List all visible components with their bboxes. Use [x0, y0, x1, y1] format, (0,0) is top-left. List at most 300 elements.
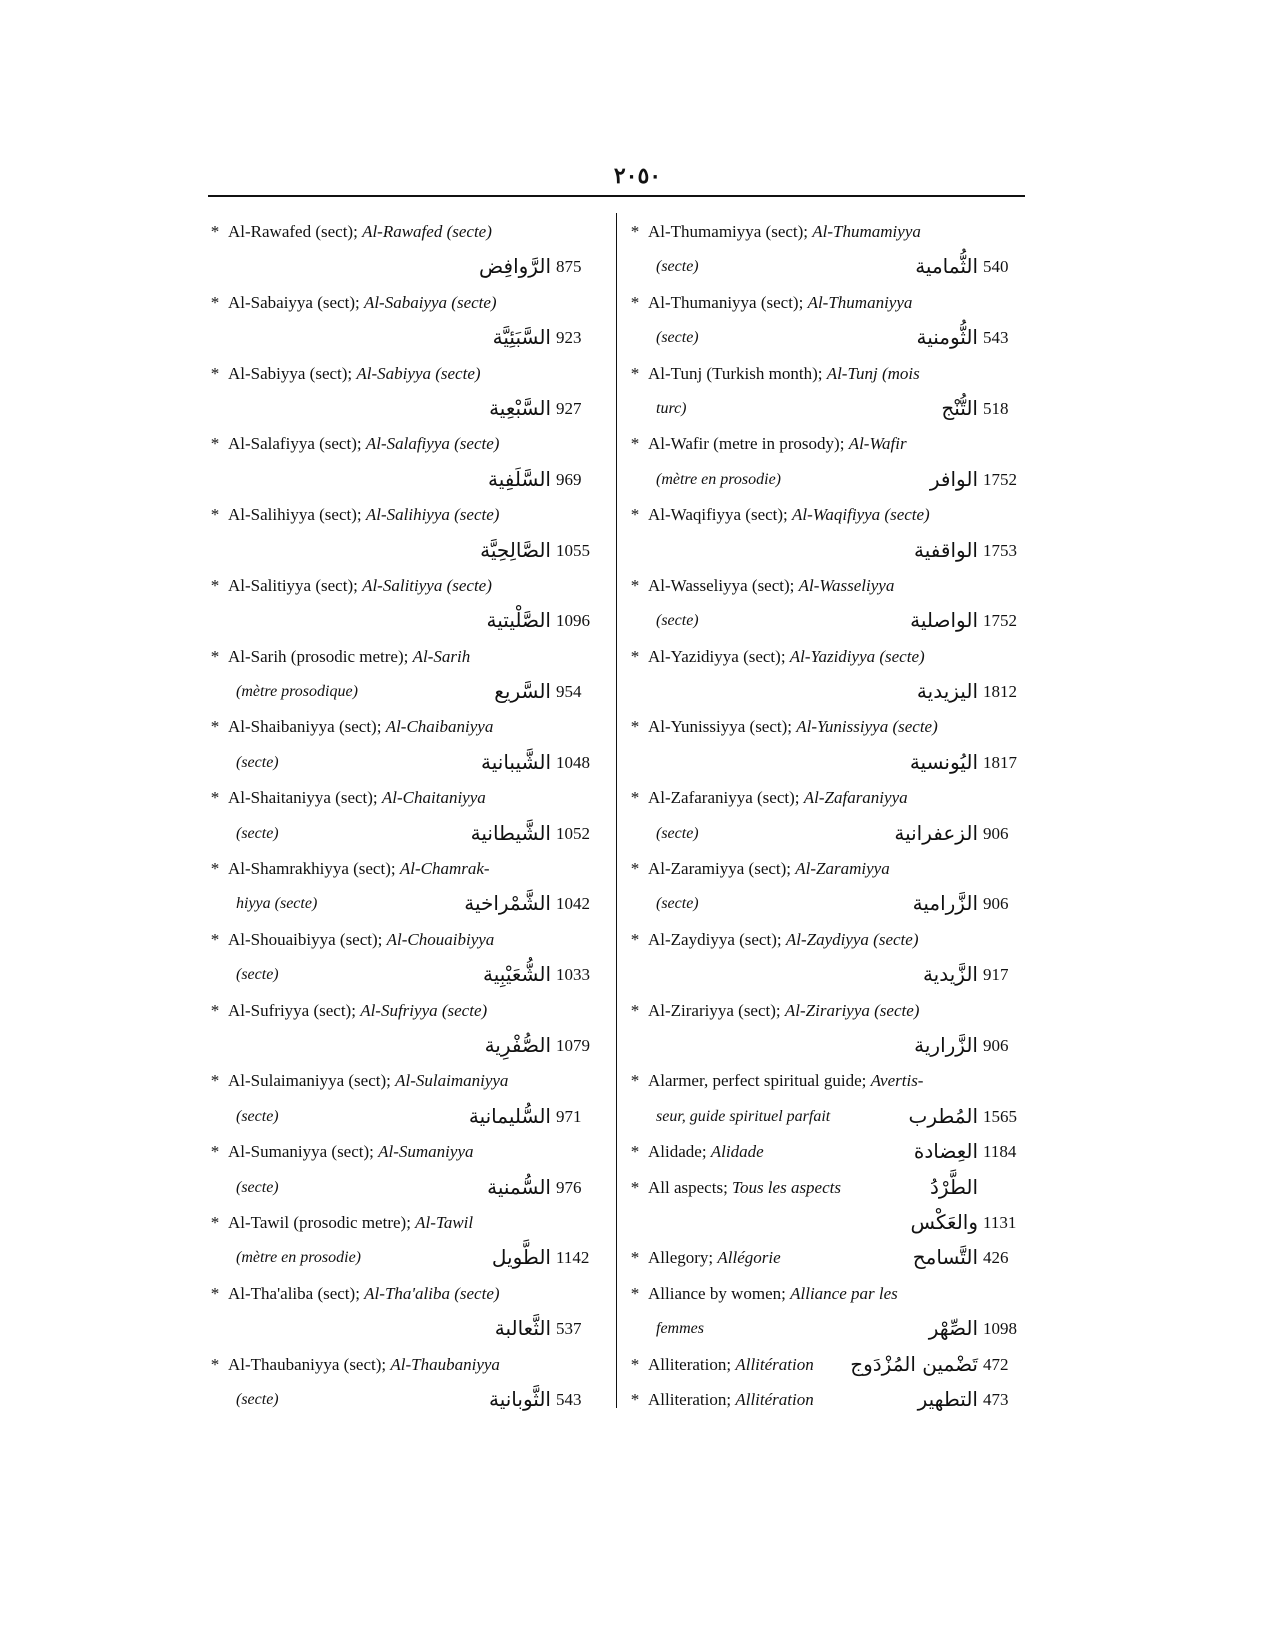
index-entry-detail: [208, 603, 608, 638]
entry-french: Al-Rawafed (secte): [362, 222, 492, 241]
index-entry-detail: [208, 674, 608, 709]
entry-french: Alidade: [710, 1142, 764, 1162]
entry-page-number: 917: [983, 965, 1009, 985]
bullet-star: *: [210, 434, 220, 454]
entry-english: Al-Zirariyya (sect);: [648, 1000, 785, 1020]
index-entry: [628, 568, 1028, 603]
bullet-star: *: [630, 1142, 640, 1162]
entry-arabic: الرَّوافِض: [479, 254, 551, 279]
index-entry: [208, 426, 608, 461]
entry-page-number: 426: [983, 1248, 1009, 1268]
entry-page-number: 1812: [983, 682, 1017, 702]
entry-french: Al-Yazidiyya (secte): [789, 646, 925, 666]
index-entry: [208, 497, 608, 532]
entry-english: Al-Shaibaniyya (sect);: [228, 717, 386, 737]
index-entry-detail: [208, 1382, 608, 1417]
entry-french: Alliance par les: [790, 1283, 898, 1303]
entry-heading: [648, 364, 920, 383]
index-entry: [208, 285, 608, 320]
entry-french-cont: (secte): [236, 1178, 279, 1196]
index-entry: [208, 1205, 608, 1240]
entry-english: Al-Thaubaniyya (sect);: [228, 1354, 391, 1374]
entry-heading: [648, 1142, 764, 1161]
bullet-star: *: [630, 646, 640, 666]
entry-arabic: التطهير: [917, 1386, 978, 1411]
entry-heading: [228, 1142, 474, 1161]
entry-page-number: 473: [983, 1389, 1009, 1409]
bullet-star: *: [210, 1212, 220, 1232]
entry-page-number: 1752: [983, 469, 1017, 489]
index-entry-detail: [628, 1028, 1028, 1063]
entry-english: Al-Sabaiyya (sect);: [228, 292, 364, 312]
index-entry: [208, 922, 608, 957]
entry-arabic: السَّريع: [494, 679, 551, 704]
entry-arabic: الثُّومنية: [916, 325, 978, 350]
entry-heading: [648, 1390, 814, 1409]
entry-french: Al-Zirariyya (secte): [784, 1000, 920, 1020]
index-entry: [628, 1276, 1028, 1311]
bullet-star: *: [210, 222, 220, 241]
index-entry: [628, 214, 1028, 249]
entry-french: Al-Chaitaniyya: [381, 788, 486, 808]
index-entry: [628, 709, 1028, 744]
entry-heading: [648, 293, 912, 312]
entry-english: Al-Wafir (metre in prosody);: [648, 434, 849, 454]
index-entry-detail: [628, 745, 1028, 780]
bullet-star: *: [630, 434, 640, 454]
entry-french: Al-Sumaniyya: [378, 1142, 474, 1162]
entry-english: Al-Shamrakhiyya (sect);: [228, 859, 400, 879]
entry-page-number: 1752: [983, 611, 1017, 631]
entry-arabic: الوافر: [929, 466, 978, 491]
entry-page-number: 1052: [556, 823, 590, 843]
index-entry-detail: [208, 462, 608, 497]
index-entry-detail: [208, 886, 608, 921]
entry-french: Al-Chaibaniyya: [385, 717, 494, 737]
page-number: ٢٠٥٠: [613, 163, 662, 188]
entry-french-cont: hiyya (secte): [236, 895, 318, 913]
index-entry: [208, 1276, 608, 1311]
entry-page-number: 906: [983, 1035, 1009, 1055]
entry-page-number: 1055: [556, 540, 590, 560]
right-column: [628, 214, 1028, 1417]
index-entry: [628, 1134, 1028, 1169]
index-entry-detail: [628, 886, 1028, 921]
index-entry-detail: [628, 320, 1028, 355]
index-entry-detail: [628, 1311, 1028, 1346]
bullet-star: *: [630, 1354, 640, 1374]
entry-arabic: الطَّرْدُ: [930, 1174, 978, 1199]
entry-french: Al-Tawil: [415, 1212, 474, 1232]
entry-heading: [648, 222, 921, 241]
entry-heading: [648, 788, 908, 807]
entry-heading: [228, 1355, 500, 1374]
entry-arabic: الزَّيدية: [922, 962, 978, 987]
index-entry-detail: [628, 1205, 1028, 1240]
bullet-star: *: [210, 859, 220, 879]
entry-french: Tous les aspects: [732, 1177, 841, 1197]
index-entry: [628, 356, 1028, 391]
bullet-star: *: [630, 1071, 640, 1091]
entry-heading: [228, 505, 499, 524]
bullet-star: *: [630, 1283, 640, 1303]
entry-heading: [228, 1001, 487, 1020]
entry-french: Al-Thumaniyya: [807, 292, 913, 312]
bullet-star: *: [630, 717, 640, 737]
entry-french: Allitération: [735, 1389, 814, 1409]
index-entry-detail: [208, 957, 608, 992]
entry-english: Al-Shouaibiyya (sect);: [228, 929, 387, 949]
index-entry: [208, 780, 608, 815]
entry-english: Alliance by women;: [648, 1283, 791, 1303]
entry-english: Al-Thumamiyya (sect);: [648, 222, 813, 241]
index-entry: [208, 1063, 608, 1098]
index-entry-detail: [628, 674, 1028, 709]
entry-page-number: 1184: [983, 1142, 1017, 1162]
bullet-star: *: [630, 859, 640, 879]
entry-french: Allitération: [735, 1354, 814, 1374]
entry-arabic: الشَّيطانية: [470, 820, 551, 845]
entry-arabic: الثَّعالبة: [494, 1316, 551, 1341]
entry-page-number: 543: [983, 328, 1009, 348]
entry-french-cont: (secte): [656, 329, 699, 347]
left-column: [208, 214, 608, 1417]
index-entry-detail: [628, 533, 1028, 568]
index-entry: [628, 639, 1028, 674]
entry-page-number: 927: [556, 398, 582, 418]
entry-french-cont: (secte): [656, 258, 699, 276]
index-entry: [628, 1240, 1028, 1275]
index-entry-detail: [628, 957, 1028, 992]
entry-arabic: الشَّيبانية: [481, 749, 551, 774]
entry-heading: [228, 576, 492, 595]
entry-page-number: 969: [556, 469, 582, 489]
entry-heading: [228, 788, 486, 807]
entry-french: Al-Salafiyya (secte): [365, 434, 500, 454]
index-entry: [208, 356, 608, 391]
entry-page-number: 1131: [983, 1212, 1017, 1232]
entry-english: Al-Zaydiyya (sect);: [648, 929, 786, 949]
entry-arabic: الواصلية: [910, 608, 978, 633]
entry-arabic: الواقفية: [914, 537, 978, 562]
index-entry-detail: [208, 1240, 608, 1275]
entry-english: Alliteration;: [648, 1389, 736, 1409]
entry-french: Al-Sufriyya (secte): [360, 1000, 488, 1020]
entry-arabic: السَّلَفِية: [488, 466, 551, 491]
entry-page-number: 971: [556, 1106, 582, 1126]
index-entry-detail: [208, 816, 608, 851]
entry-french: Al-Tunj (mois: [826, 363, 920, 383]
entry-arabic: السَّبَئِيَّة: [492, 325, 551, 350]
entry-english: Alliteration;: [648, 1354, 736, 1374]
column-divider: [616, 213, 617, 1408]
index-entry: [628, 285, 1028, 320]
index-entry: [208, 568, 608, 603]
entry-heading: [228, 930, 494, 949]
entry-english: Al-Tawil (prosodic metre);: [228, 1212, 416, 1232]
entry-french-cont: (secte): [656, 824, 699, 842]
entry-english: Al-Sumaniyya (sect);: [228, 1142, 379, 1162]
entry-heading: [228, 717, 493, 736]
entry-page-number: 1817: [983, 752, 1017, 772]
entry-page-number: 540: [983, 257, 1009, 277]
entry-page-number: 1142: [556, 1248, 590, 1268]
entry-english: Al-Zafaraniyya (sect);: [648, 788, 804, 808]
entry-arabic: التُّنْج: [941, 395, 978, 420]
bullet-star: *: [630, 788, 640, 808]
entry-heading: [648, 930, 918, 949]
entry-english: Alidade;: [648, 1142, 711, 1162]
entry-heading: [648, 505, 930, 524]
bullet-star: *: [210, 1283, 220, 1303]
bullet-star: *: [630, 1000, 640, 1020]
header-rule: [208, 195, 1025, 197]
entry-arabic: الزَّرامية: [912, 891, 978, 916]
entry-page-number: 1079: [556, 1035, 590, 1055]
entry-arabic: اليُونسية: [909, 749, 978, 774]
entry-heading: [228, 364, 481, 383]
entry-english: Al-Tunj (Turkish month);: [648, 363, 827, 383]
bullet-star: *: [630, 222, 640, 241]
entry-arabic: الشَّمْراخية: [464, 891, 551, 916]
entry-page-number: 543: [556, 1389, 582, 1409]
entry-heading: [648, 1071, 923, 1090]
entry-heading: [648, 1178, 841, 1197]
entry-arabic: التَّسامح: [912, 1245, 978, 1270]
index-entry-detail: [628, 249, 1028, 284]
index-entry-detail: [628, 603, 1028, 638]
entry-english: Al-Salihiyya (sect);: [228, 505, 366, 525]
index-entry: [628, 1347, 1028, 1382]
entry-heading: [648, 1355, 814, 1374]
entry-heading: [228, 293, 497, 312]
entry-french: Al-Yunissiyya (secte): [796, 717, 938, 737]
entry-arabic: الصُّفْرِية: [484, 1032, 551, 1057]
entry-page-number: 1048: [556, 752, 590, 772]
entry-page-number: 1565: [983, 1106, 1017, 1126]
index-entry: [208, 639, 608, 674]
entry-arabic: تَضْمين المُزْدَوج: [850, 1351, 978, 1376]
index-entry: [628, 1170, 1028, 1205]
entry-english: Al-Tha'aliba (sect);: [228, 1283, 365, 1303]
entry-french: Al-Wafir: [848, 434, 907, 454]
entry-arabic: الصَّالِحِيَّة: [480, 537, 551, 562]
index-entry-detail: [208, 1311, 608, 1346]
entry-french-cont: seur, guide spirituel parfait: [656, 1107, 831, 1125]
entry-french: Al-Chouaibiyya: [386, 929, 495, 949]
entry-french-cont: (secte): [236, 824, 279, 842]
entry-page-number: 1096: [556, 611, 590, 631]
entry-french-cont: turc): [656, 399, 687, 417]
index-entry: [208, 993, 608, 1028]
bullet-star: *: [630, 575, 640, 595]
entry-page-number: 1753: [983, 540, 1017, 560]
entry-heading: [648, 717, 938, 736]
entry-page-number: 875: [556, 257, 582, 277]
index-entry-detail: [628, 816, 1028, 851]
bullet-star: *: [210, 717, 220, 737]
index-entry-detail: [208, 249, 608, 284]
entry-arabic: الطَّويل: [491, 1245, 551, 1270]
bullet-star: *: [210, 646, 220, 666]
bullet-star: *: [210, 292, 220, 312]
entry-heading: [228, 1071, 508, 1090]
entry-french-cont: (secte): [236, 966, 279, 984]
entry-french-cont: (secte): [236, 753, 279, 771]
entry-arabic: اليزيدية: [916, 679, 978, 704]
entry-french: Al-Thumamiyya: [812, 222, 921, 241]
entry-arabic: السُّليمانية: [468, 1103, 551, 1128]
entry-heading: [648, 859, 890, 878]
entry-french: Al-Chamrak-: [399, 859, 490, 879]
bullet-star: *: [630, 292, 640, 312]
entry-french: Al-Zaydiyya (secte): [785, 929, 919, 949]
entry-english: Al-Salafiyya (sect);: [228, 434, 366, 454]
entry-french: Al-Sabaiyya (secte): [363, 292, 497, 312]
index-entry: [628, 426, 1028, 461]
entry-arabic: الزَّرارية: [914, 1032, 978, 1057]
entry-heading: [648, 1001, 919, 1020]
entry-page-number: 1042: [556, 894, 590, 914]
entry-french: Al-Thaubaniyya: [390, 1354, 500, 1374]
entry-english: Al-Rawafed (sect);: [228, 222, 363, 241]
bullet-star: *: [210, 363, 220, 383]
entry-heading: [648, 1248, 781, 1267]
bullet-star: *: [630, 1248, 640, 1268]
bullet-star: *: [210, 1142, 220, 1162]
bullet-star: *: [210, 505, 220, 525]
bullet-star: *: [630, 929, 640, 949]
entry-english: Alarmer, perfect spiritual guide;: [648, 1071, 871, 1091]
entry-english: Al-Wasseliyya (sect);: [648, 575, 799, 595]
bullet-star: *: [210, 575, 220, 595]
entry-french-cont: (secte): [236, 1390, 279, 1408]
entry-french-cont: (secte): [656, 895, 699, 913]
bullet-star: *: [210, 1071, 220, 1091]
entry-french-cont: (mètre en prosodie): [236, 1249, 361, 1267]
entry-page-number: 923: [556, 328, 582, 348]
index-entry: [628, 1382, 1028, 1417]
index-entry: [208, 1347, 608, 1382]
entry-heading: [228, 434, 499, 453]
entry-english: Al-Salitiyya (sect);: [228, 575, 363, 595]
entry-heading: [228, 1213, 473, 1232]
index-entry: [628, 497, 1028, 532]
entry-page-number: 954: [556, 682, 582, 702]
entry-french: Al-Sabiyya (secte): [356, 363, 481, 383]
index-entry: [208, 851, 608, 886]
entry-heading: [648, 647, 925, 666]
entry-page-number: 537: [556, 1319, 582, 1339]
entry-french-cont: (mètre prosodique): [236, 683, 358, 701]
index-entry: [628, 993, 1028, 1028]
entry-french-cont: (secte): [236, 1107, 279, 1125]
bullet-star: *: [210, 788, 220, 808]
entry-page-number: 1098: [983, 1319, 1017, 1339]
index-entry: [208, 1134, 608, 1169]
entry-french: Al-Zafaraniyya: [803, 788, 908, 808]
entry-french: Allégorie: [717, 1248, 781, 1268]
index-entry-detail: [208, 1028, 608, 1063]
entry-french: Al-Sarih: [412, 646, 471, 666]
entry-french: Al-Waqifiyya (secte): [792, 505, 930, 525]
entry-page-number: 518: [983, 398, 1009, 418]
entry-english: Al-Sarih (prosodic metre);: [228, 646, 413, 666]
entry-page-number: 906: [983, 894, 1009, 914]
index-entry-detail: [208, 1099, 608, 1134]
entry-english: Al-Sufriyya (sect);: [228, 1000, 361, 1020]
bullet-star: *: [630, 1177, 640, 1197]
entry-french: Al-Salitiyya (secte): [362, 575, 492, 595]
entry-page-number: 906: [983, 823, 1009, 843]
entry-page-number: 472: [983, 1354, 1009, 1374]
index-entry-detail: [208, 745, 608, 780]
entry-arabic: السَّبْعِية: [489, 395, 551, 420]
entry-english: Al-Shaitaniyya (sect);: [228, 788, 382, 808]
entry-heading: [228, 222, 492, 241]
entry-heading: [648, 576, 894, 595]
entry-page-number: 976: [556, 1177, 582, 1197]
entry-english: Al-Zaramiyya (sect);: [648, 859, 796, 879]
entry-english: Al-Yazidiyya (sect);: [648, 646, 790, 666]
index-entry-detail: [628, 391, 1028, 426]
entry-arabic: الشُّعَيْبِية: [483, 962, 551, 987]
entry-arabic: المُطرب: [908, 1103, 978, 1128]
index-entry-detail: [628, 1099, 1028, 1134]
entry-arabic: الصِّهْر: [928, 1316, 978, 1341]
entry-arabic: الثُّمامية: [915, 254, 978, 279]
index-entry: [628, 922, 1028, 957]
bullet-star: *: [210, 1000, 220, 1020]
entry-heading: [648, 1284, 898, 1303]
entry-english: Al-Yunissiyya (sect);: [648, 717, 797, 737]
entry-french: Al-Salihiyya (secte): [365, 505, 500, 525]
entry-page-number: 1033: [556, 965, 590, 985]
entry-arabic: السُّمنية: [487, 1174, 551, 1199]
index-entry-detail: [208, 1170, 608, 1205]
entry-heading: [228, 647, 470, 666]
entry-french: Al-Sulaimaniyya: [395, 1071, 509, 1091]
entry-english: Al-Sabiyya (sect);: [228, 363, 357, 383]
entry-arabic: الزعفرانية: [894, 820, 978, 845]
entry-heading: [228, 1284, 500, 1303]
entry-arabic: العِضادة: [913, 1139, 978, 1164]
index-entry-detail: [208, 391, 608, 426]
entry-english: Al-Thumaniyya (sect);: [648, 292, 808, 312]
entry-heading: [648, 434, 907, 453]
bullet-star: *: [210, 929, 220, 949]
entry-french: Al-Zaramiyya: [795, 859, 890, 879]
entry-english: All aspects;: [648, 1177, 733, 1197]
entry-arabic: والعَكْس: [910, 1209, 978, 1234]
index-entry-detail: [208, 320, 608, 355]
index-entry: [628, 851, 1028, 886]
index-entry: [628, 1063, 1028, 1098]
entry-arabic: الصَّلْيتية: [486, 608, 551, 633]
index-entry: [208, 709, 608, 744]
index-entry-detail: [208, 533, 608, 568]
entry-english: Al-Sulaimaniyya (sect);: [228, 1071, 396, 1091]
entry-french: Avertis-: [870, 1071, 924, 1091]
index-entry: [208, 214, 608, 249]
entry-english: Al-Waqifiyya (sect);: [648, 505, 793, 525]
entry-french-cont: (secte): [656, 612, 699, 630]
bullet-star: *: [630, 505, 640, 525]
entry-english: Allegory;: [648, 1248, 718, 1268]
index-entry-detail: [628, 462, 1028, 497]
bullet-star: *: [630, 363, 640, 383]
entry-heading: [228, 859, 490, 878]
